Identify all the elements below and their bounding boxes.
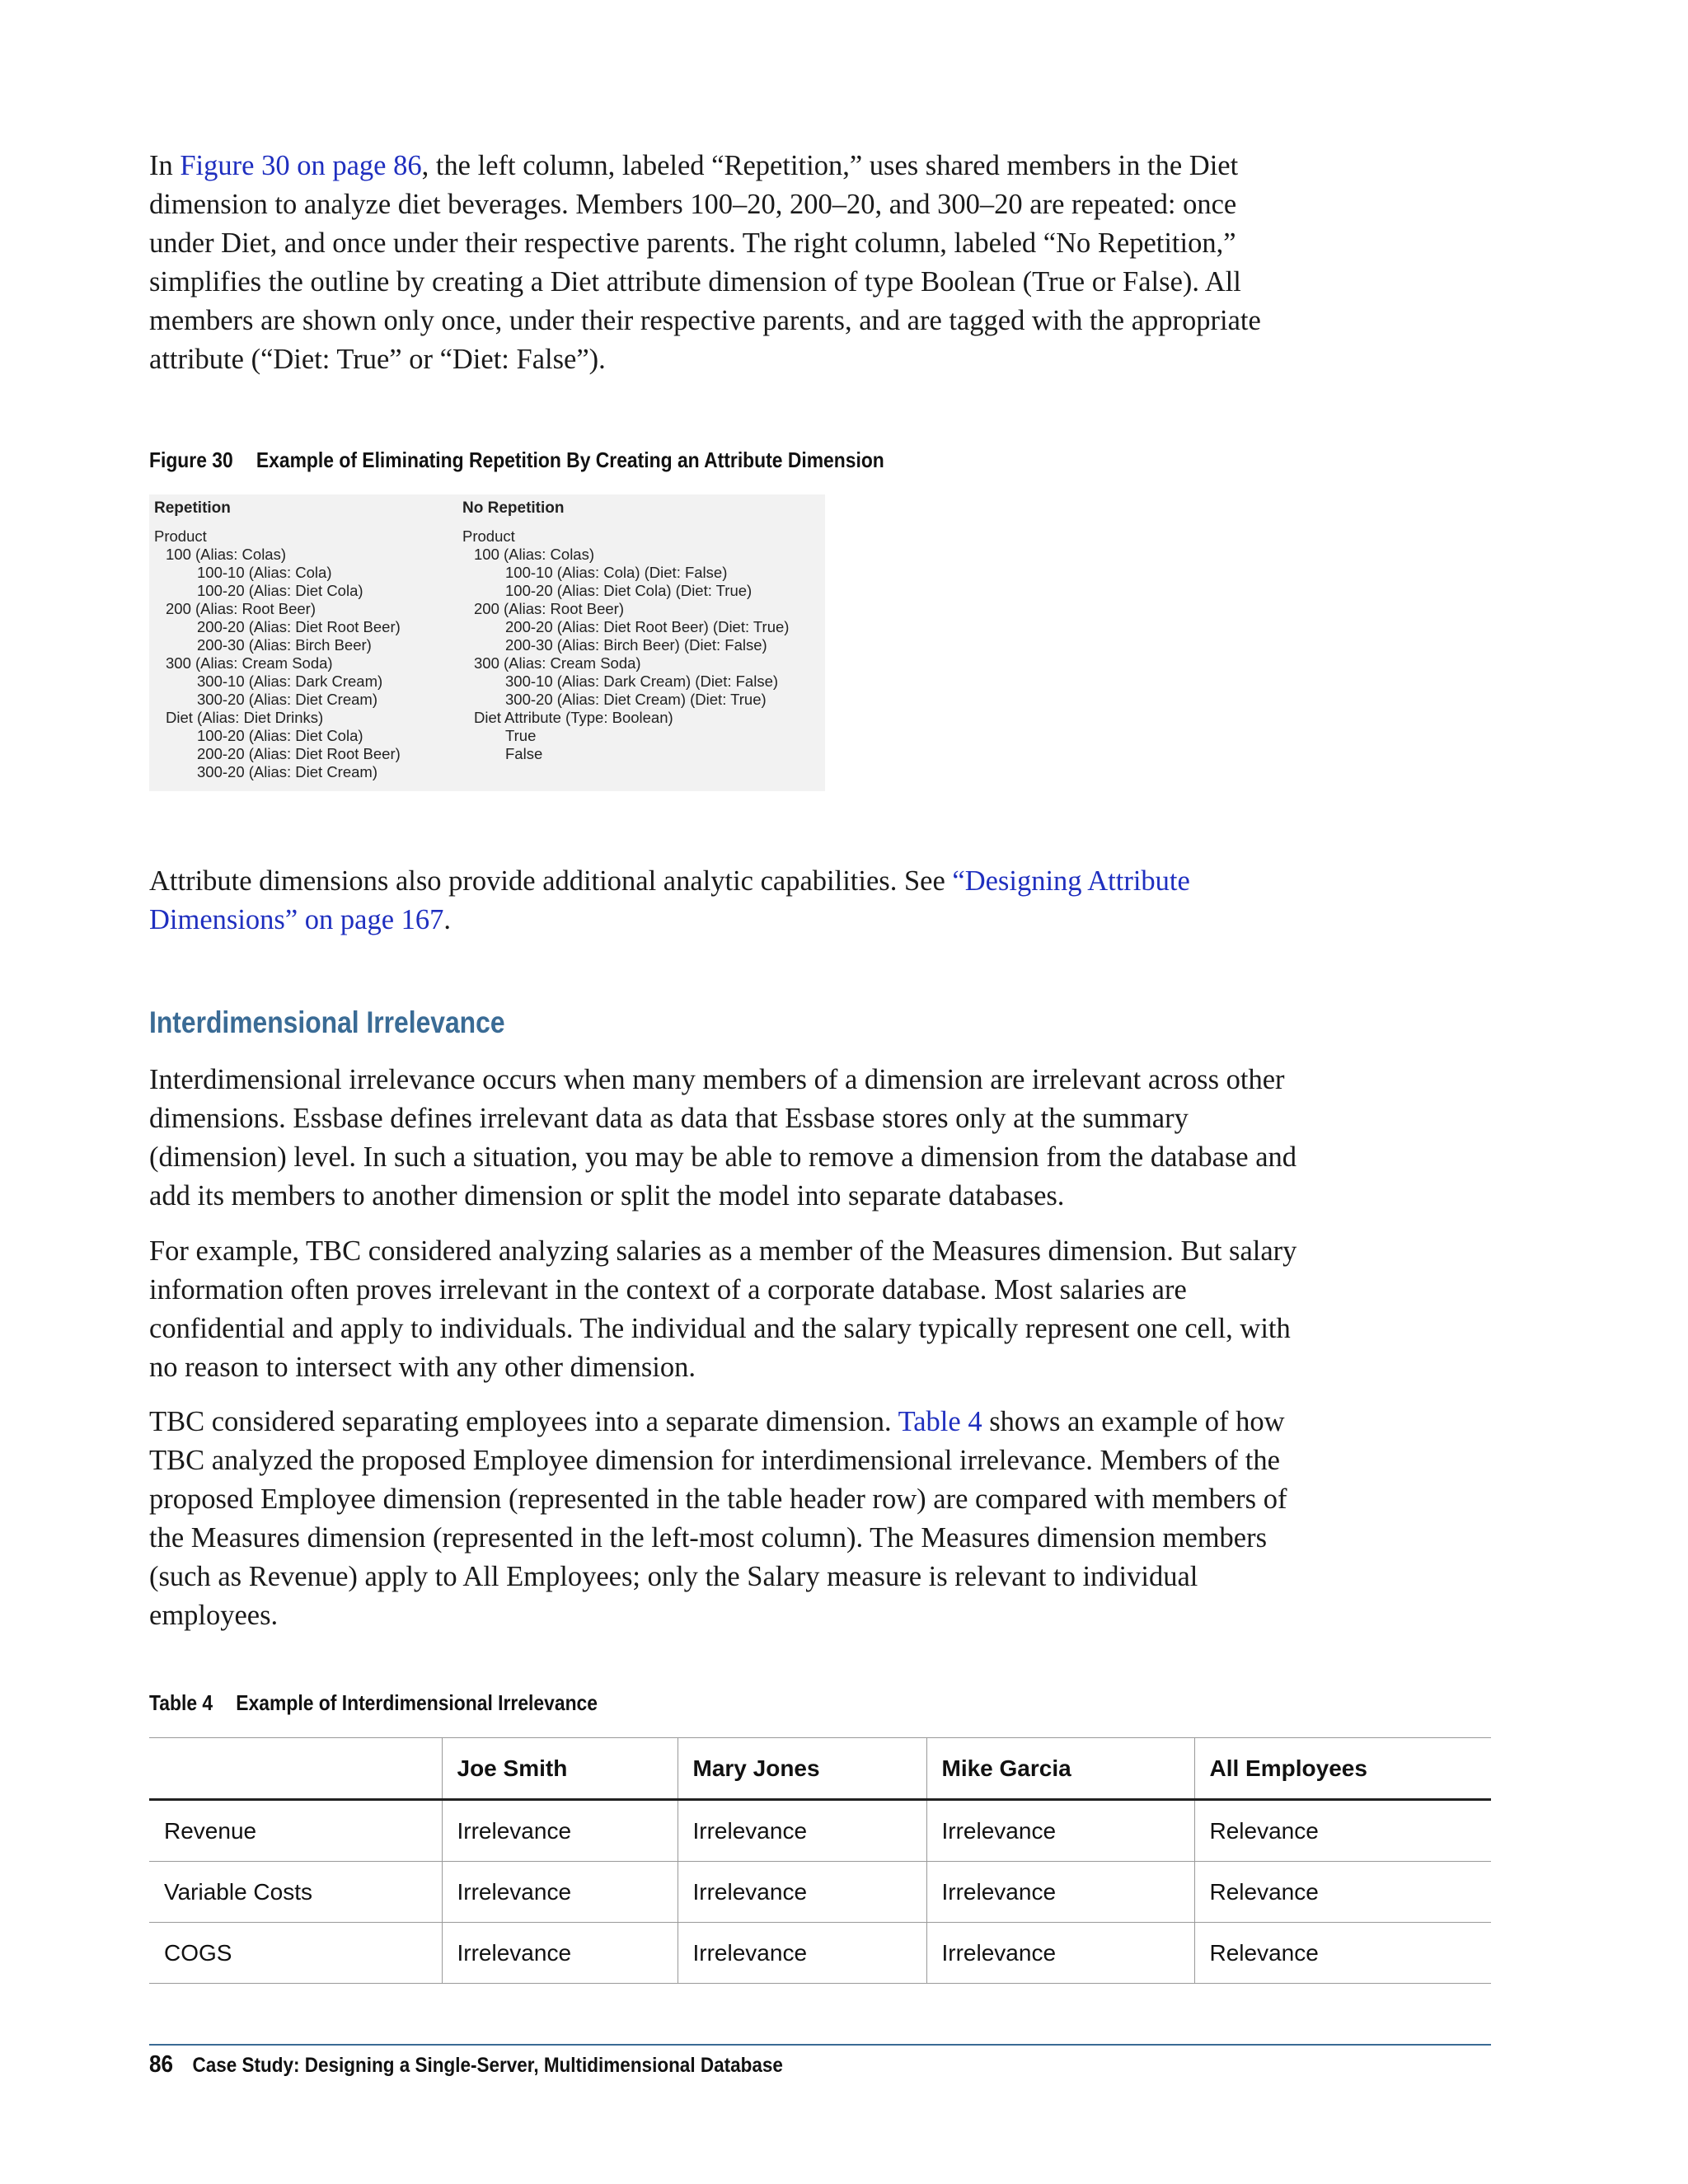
no-repetition-column (462, 499, 789, 763)
table-corner-cell (149, 1738, 442, 1800)
irrelevance-paragraph-3: TBC considered separating employees into a separate dimension. Table 4 shows an example of how TBC analyzed the proposed Employee dimension for interdimensional irrelevance. Members of the proposed Employee dimension (represented in the table header row) are compared with members of the Measures dimension (represented in the left-most column). The Measures dimension members (such as Revenue) apply to All Employees; only the Salary measure is relevant to individual employees. (149, 1406, 1287, 1631)
repetition-header: Repetition (154, 499, 231, 517)
right-outline-member: Product (462, 527, 515, 545)
footer-title: Case Study: Designing a Single-Server, Multidimensional Database (192, 2054, 783, 2077)
left-outline-member: 200 (Alias: Root Beer) (166, 600, 316, 617)
attribute-dimensions-paragraph: Attribute dimensions also provide additional analytic capabilities. See “Designing Attribute Dimensions” on page 167. (149, 865, 1190, 935)
right-outline-member: 200-30 (Alias: Birch Beer) (Diet: False) (505, 636, 767, 654)
table-cell: Irrelevance (442, 1800, 678, 1862)
right-outline-member: 300-10 (Alias: Dark Cream) (Diet: False) (505, 673, 779, 690)
left-outline-member: 100-20 (Alias: Diet Cola) (197, 582, 363, 599)
left-outline-member: 300-20 (Alias: Diet Cream) (197, 691, 377, 708)
left-outline-member: 300-10 (Alias: Dark Cream) (197, 673, 383, 690)
table-cell: Relevance (1194, 1862, 1491, 1923)
right-outline-member: 200-20 (Alias: Diet Root Beer) (Diet: True) (505, 618, 790, 635)
left-outline-member: 100-10 (Alias: Cola) (197, 564, 332, 581)
right-outline-member: 300-20 (Alias: Diet Cream) (Diet: True) (505, 691, 767, 708)
table-cell: Irrelevance (678, 1923, 926, 1984)
right-outline-member: 100-20 (Alias: Diet Cola) (Diet: True) (505, 582, 753, 599)
section-heading: Interdimensional Irrelevance (149, 1005, 505, 1039)
right-outline-member: False (505, 745, 543, 762)
page-footer (149, 2051, 783, 2079)
table-cell: Relevance (1194, 1800, 1491, 1862)
no-repetition-header: No Repetition (462, 499, 565, 517)
designing-attribute-dimensions-link[interactable]: “Designing Attribute Dimensions” on page 167 (149, 865, 1190, 935)
table-column-header: All Employees (1194, 1738, 1491, 1800)
table-cell: Irrelevance (678, 1862, 926, 1923)
table-header-row (149, 1738, 1491, 1800)
table-row (149, 1862, 1491, 1923)
table-caption: Table 4 Example of Interdimensional Irrelevance (149, 1690, 598, 1715)
table-row-label: COGS (149, 1923, 442, 1984)
table-row (149, 1800, 1491, 1862)
figure-caption: Figure 30 Example of Eliminating Repetition By Creating an Attribute Dimension (149, 448, 884, 472)
left-outline-member: 100 (Alias: Colas) (166, 546, 287, 563)
irrelevance-paragraph-2: For example, TBC considered analyzing salaries as a member of the Measures dimension. But salary information often proves irrelevant in the context of a corporate database. Most salaries are confidential and apply to individuals. The individual and the salary typically represent one cell, with no reason to intersect with any other dimension. (149, 1235, 1297, 1383)
left-outline-member: Product (154, 527, 207, 545)
left-outline-member: 200-20 (Alias: Diet Root Beer) (197, 745, 401, 762)
right-outline-member: 100 (Alias: Colas) (474, 546, 595, 563)
table-column-header: Mary Jones (678, 1738, 926, 1800)
left-outline-member: 300 (Alias: Cream Soda) (166, 654, 333, 672)
page-number: 86 (149, 2051, 174, 2078)
table-cell: Relevance (1194, 1923, 1491, 1984)
irrelevance-paragraph-1: Interdimensional irrelevance occurs when many members of a dimension are irrelevant across other dimensions. Essbase defines irrelevant data as data that Essbase stores only at the summary (dimension) level. In such a situation, you may be able to remove a dimension from the database and add its members to another dimension or split the model into separate databases. (149, 1064, 1297, 1212)
figure-outline-image (149, 494, 825, 791)
right-outline-member: 100-10 (Alias: Cola) (Diet: False) (505, 564, 728, 581)
table-4-link[interactable]: Table 4 (898, 1406, 982, 1437)
repetition-column (154, 499, 401, 781)
right-outline-member: Diet Attribute (Type: Boolean) (474, 709, 673, 726)
table-column-header: Joe Smith (442, 1738, 678, 1800)
left-outline-member: 300-20 (Alias: Diet Cream) (197, 763, 377, 780)
right-outline-member: 200 (Alias: Root Beer) (474, 600, 625, 617)
table-column-header: Mike Garcia (926, 1738, 1194, 1800)
table-cell: Irrelevance (442, 1923, 678, 1984)
left-outline-member: 100-20 (Alias: Diet Cola) (197, 727, 363, 744)
table-row (149, 1923, 1491, 1984)
irrelevance-table (149, 1737, 1491, 1984)
right-outline-member: 300 (Alias: Cream Soda) (474, 654, 641, 672)
table-row-label: Revenue (149, 1800, 442, 1862)
left-outline-member: 200-30 (Alias: Birch Beer) (197, 636, 372, 654)
intro-paragraph: In Figure 30 on page 86, the left column, labeled “Repetition,” uses shared members in the Diet dimension to analyze diet beverages. Members 100–20, 200–20, and 300–20 are repeated: once under Diet, and once under their respective parents. The right column, labeled “No Repetition,” simplifies the outline by creating a Diet attribute dimension of type Boolean (True or False). All members are shown only once, under their respective parents, and are tagged with the appropriate attribute (“Diet: True” or “Diet: False”). (149, 150, 1261, 375)
table-row-label: Variable Costs (149, 1862, 442, 1923)
table-cell: Irrelevance (926, 1923, 1194, 1984)
figure-30-link[interactable]: Figure 30 on page 86 (180, 150, 422, 181)
table-cell: Irrelevance (678, 1800, 926, 1862)
table-cell: Irrelevance (926, 1800, 1194, 1862)
table-cell: Irrelevance (926, 1862, 1194, 1923)
footer-rule (149, 2044, 1491, 2046)
right-outline-member: True (505, 727, 537, 744)
left-outline-member: Diet (Alias: Diet Drinks) (166, 709, 324, 726)
left-outline-member: 200-20 (Alias: Diet Root Beer) (197, 618, 401, 635)
table-cell: Irrelevance (442, 1862, 678, 1923)
